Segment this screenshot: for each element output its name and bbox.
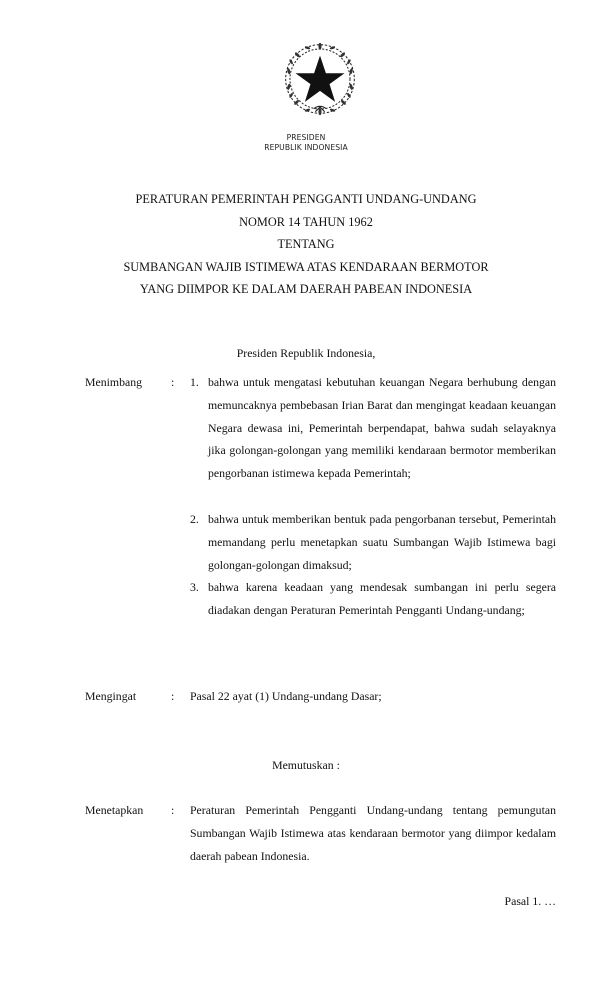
next-page-reference: Pasal 1. …	[504, 894, 556, 908]
section-colon: :	[171, 803, 175, 817]
title-subject-line1: SUMBANGAN WAJIB ISTIMEWA ATAS KENDARAAN BERMOTOR	[123, 259, 489, 274]
presidential-emblem-icon	[281, 40, 359, 118]
item-text: bahwa untuk mengatasi kebutuhan keuangan Negara berhubung dengan memuncaknya pembebasan Irian Barat dan mengingat keadaan keuangan Negara dewasa ini, Pemerintah berpendapat, bahwa sudah selayaknya jika golongan-golongan yang memiliki kendaraan bermotor memberikan pengorbanan istimewa kepada Pemerintah;	[208, 375, 556, 481]
preamble: Presiden Republik Indonesia,	[236, 346, 376, 360]
item-number: 2.	[190, 512, 199, 526]
item-text: bahwa untuk memberikan bentuk pada pengorbanan tersebut, Pemerintah memandang perlu menetapkan suatu Sumbangan Wajib Istimewa bagi golongan-golongan dimaksud;	[208, 512, 556, 572]
section-label: Mengingat	[85, 689, 137, 703]
section-colon: :	[171, 689, 175, 703]
item-number: 3.	[190, 580, 199, 594]
institution-name-line2: REPUBLIK INDONESIA	[264, 143, 348, 152]
section-colon: :	[171, 375, 175, 389]
title-tentang: TENTANG	[277, 237, 335, 251]
title-regulation-type: PERATURAN PEMERINTAH PENGGANTI UNDANG-UNDANG	[135, 192, 477, 206]
memutuskan-heading: Memutuskan :	[272, 758, 340, 772]
institution-name-line1: PRESIDEN	[286, 133, 326, 142]
title-number-year: NOMOR 14 TAHUN 1962	[239, 214, 373, 229]
section-label: Menimbang	[85, 375, 143, 389]
section-text: Pasal 22 ayat (1) Undang-undang Dasar;	[190, 689, 382, 703]
section-text: Peraturan Pemerintah Pengganti Undang-undang tentang pemungutan Sumbangan Wajib Istimewa atas kendaraan bermotor yang diimpor kedalam daerah pabean Indonesia.	[190, 803, 556, 863]
document-title	[0, 188, 612, 301]
section-label: Menetapkan	[85, 803, 144, 817]
title-subject-line2: YANG DIIMPOR KE DALAM DAERAH PABEAN INDONESIA	[139, 282, 473, 296]
item-text: bahwa karena keadaan yang mendesak sumbangan ini perlu segera diadakan dengan Peraturan Pemerintah Pengganti Undang-undang;	[208, 580, 556, 617]
item-number: 1.	[190, 375, 199, 389]
